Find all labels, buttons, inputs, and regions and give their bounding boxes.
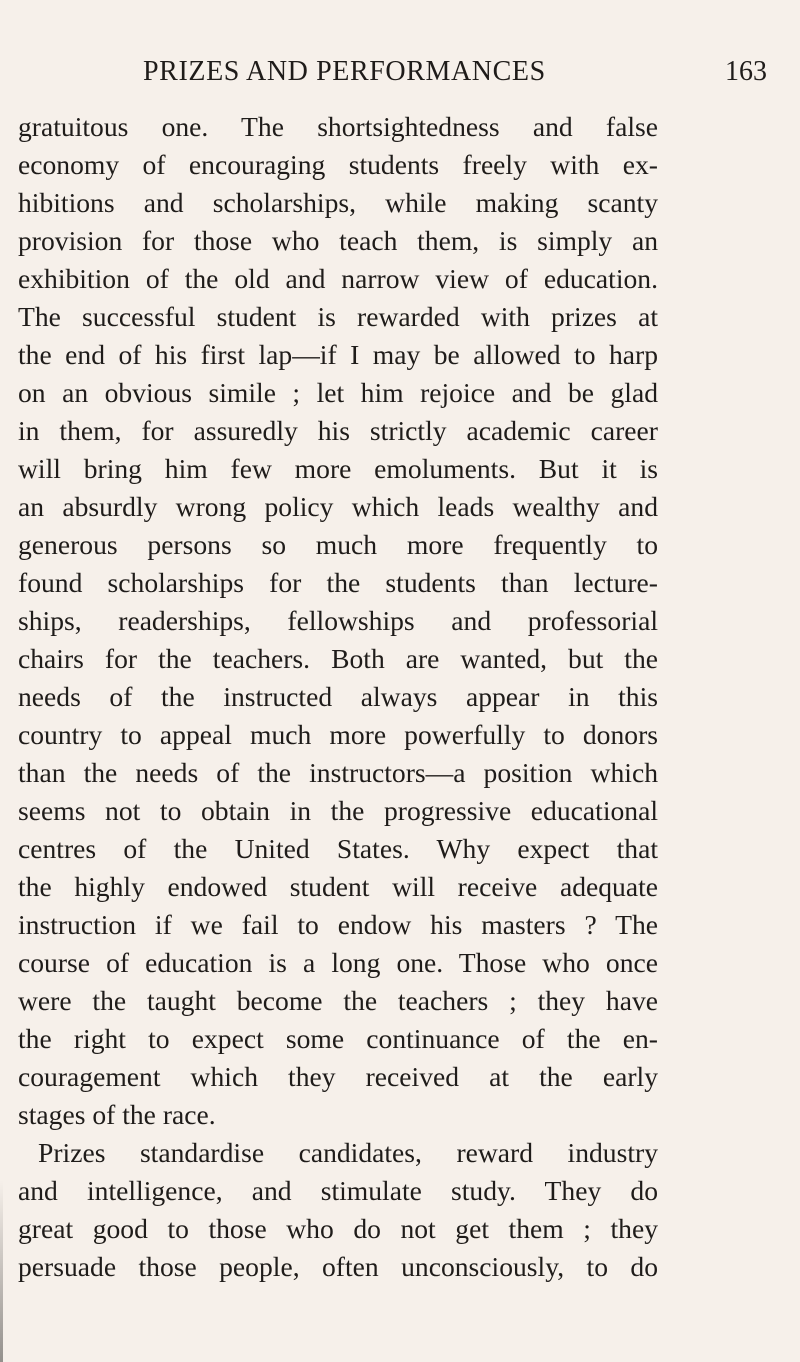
text-line: The successful student is rewarded with prizes at: [18, 301, 658, 332]
text-line: than the needs of the instructors—a position which: [18, 757, 658, 788]
text-line: centres of the United States. Why expect that: [18, 833, 658, 864]
text-line: country to appeal much more powerfully to donors: [18, 719, 658, 750]
text-line: hibitions and scholarships, while making scanty: [18, 187, 658, 218]
page-edge-shadow: [0, 1180, 3, 1362]
text-line: in them, for assuredly his strictly academic career: [18, 415, 658, 446]
text-line: provision for those who teach them, is simply an: [18, 225, 658, 256]
text-line: the highly endowed student will receive adequate: [18, 871, 658, 902]
text-line: on an obvious simile ; let him rejoice and be glad: [18, 377, 658, 408]
text-line: were the taught become the teachers ; they have: [18, 985, 658, 1016]
text-line: an absurdly wrong policy which leads wealthy and: [18, 491, 658, 522]
text-line: needs of the instructed always appear in this: [18, 681, 658, 712]
page-number: 163: [725, 56, 767, 87]
text-line: the end of his first lap—if I may be allowed to harp: [18, 339, 658, 370]
text-line: found scholarships for the students than lecture-: [18, 567, 658, 598]
text-line: stages of the race.: [18, 1099, 216, 1130]
text-line: seems not to obtain in the progressive educational: [18, 795, 658, 826]
body-text: [18, 108, 658, 1286]
text-line: persuade those people, often unconsciously, to do: [18, 1251, 658, 1282]
text-line: gratuitous one. The shortsightedness and false: [18, 111, 658, 142]
text-line: will bring him few more emoluments. But it is: [18, 453, 658, 484]
running-head: [118, 56, 793, 96]
running-title: PRIZES AND PERFORMANCES: [143, 56, 546, 87]
text-line: ships, readerships, fellowships and professorial: [18, 605, 658, 636]
text-line: couragement which they received at the early: [18, 1061, 658, 1092]
text-line: exhibition of the old and narrow view of education.: [18, 263, 658, 294]
text-line: Prizes standardise candidates, reward industry: [38, 1137, 658, 1168]
text-line: and intelligence, and stimulate study. They do: [18, 1175, 658, 1206]
text-line: instruction if we fail to endow his masters ? The: [18, 909, 658, 940]
text-line: the right to expect some continuance of the en-: [18, 1023, 658, 1054]
text-line: generous persons so much more frequently to: [18, 529, 658, 560]
text-line: great good to those who do not get them ; they: [18, 1213, 658, 1244]
text-line: economy of encouraging students freely with ex-: [18, 149, 658, 180]
text-line: chairs for the teachers. Both are wanted, but the: [18, 643, 658, 674]
text-line: course of education is a long one. Those who once: [18, 947, 658, 978]
